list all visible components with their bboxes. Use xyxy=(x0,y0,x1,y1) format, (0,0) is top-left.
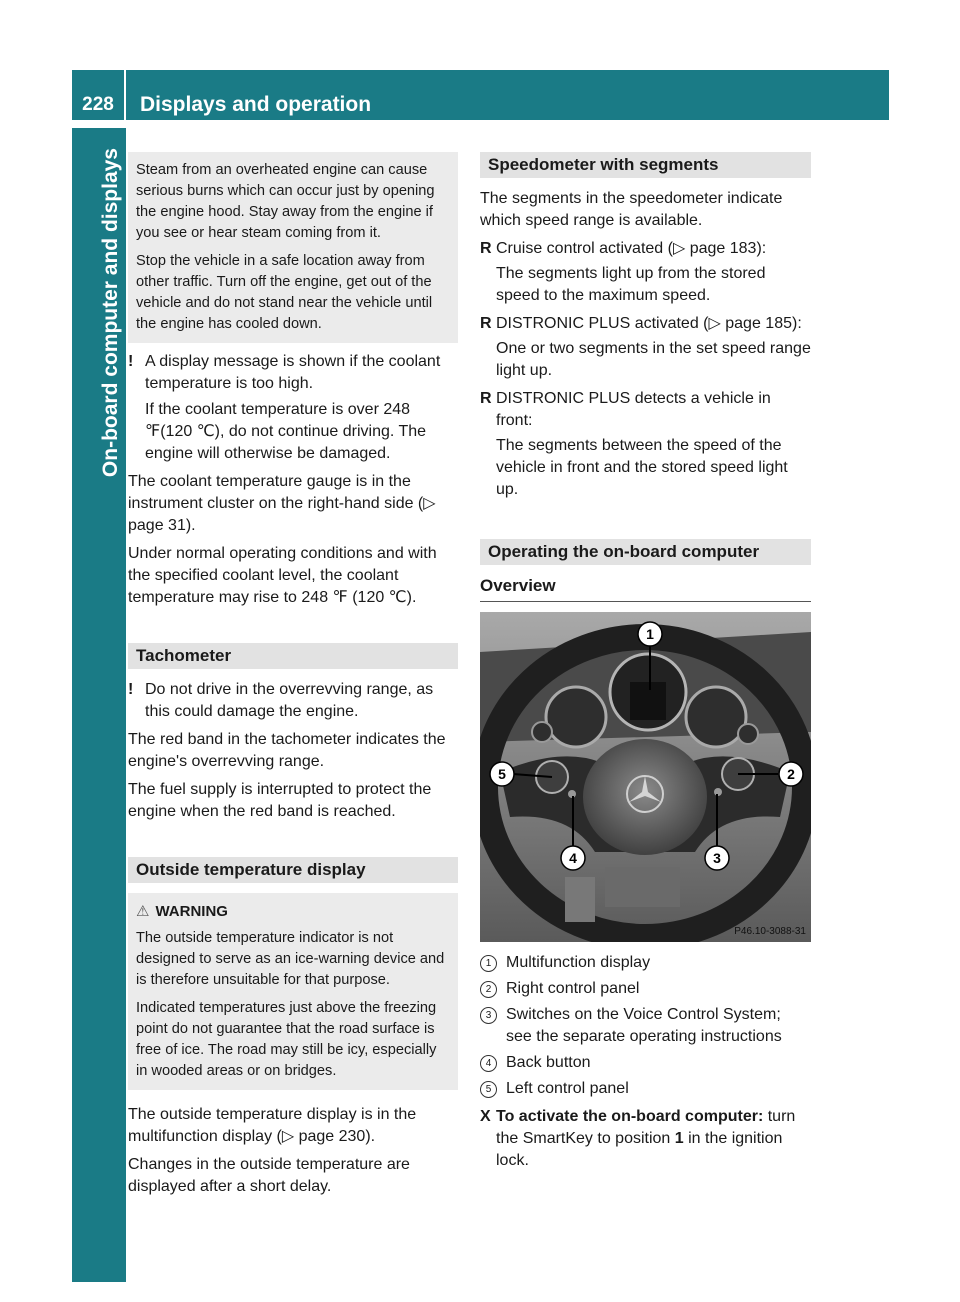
coolant-note xyxy=(128,351,458,465)
list-item: R DISTRONIC PLUS detects a vehicle in front: The segments between the speed of the vehicle in front and the stored speed light up. xyxy=(480,390,788,498)
paragraph: The segments in the speedometer indicate which speed range is available. xyxy=(480,190,783,229)
callout-4 xyxy=(561,846,585,870)
steering-wheel-figure xyxy=(480,612,811,942)
figure-code: P46.10-3088-31 xyxy=(734,926,806,937)
box-paragraph: Steam from an overheated engine can cause serious burns which can occur just by opening the engine hood. Stay away from the engine if you see or hear steam coming from it. xyxy=(136,162,435,241)
note-text: A display message is shown if the coolant temperature is too high. xyxy=(145,353,441,392)
tach-note xyxy=(128,679,458,723)
paragraph: Under normal operating conditions and with the specified coolant level, the coolant temperature may rise to 248 ℉ (120 ℃). xyxy=(128,545,437,606)
note-text: Do not drive in the overrevving range, as this could damage the engine. xyxy=(145,681,434,720)
section-heading-tachometer: Tachometer xyxy=(128,643,458,669)
legend-item: 3 Switches on the Voice Control System; see the separate operating instructions xyxy=(480,1004,811,1048)
action-mark: X xyxy=(480,1108,491,1125)
paragraph: The coolant temperature gauge is in the instrument cluster on the right-hand side (▷ page 31). xyxy=(128,473,436,534)
right-column xyxy=(480,152,811,1172)
paragraph: Changes in the outside temperature are displayed after a short delay. xyxy=(128,1156,410,1195)
svg-text:2: 2 xyxy=(787,766,795,782)
paragraph: The fuel supply is interrupted to protect the engine when the red band is reached. xyxy=(128,781,432,820)
callout-3 xyxy=(705,846,729,870)
svg-text:1: 1 xyxy=(646,626,654,642)
legend-item: 5 Left control panel xyxy=(480,1078,811,1100)
warning-box xyxy=(128,893,458,1090)
section-heading-operating: Operating the on-board computer xyxy=(480,539,811,565)
paragraph: The red band in the tachometer indicates the engine's overrevving range. xyxy=(128,731,446,770)
callout-1 xyxy=(638,622,662,646)
warning-triangle-icon: ⚠ xyxy=(136,903,150,920)
callout-2 xyxy=(779,762,803,786)
subheading-overview: Overview xyxy=(480,575,811,602)
left-column xyxy=(128,152,458,1204)
svg-text:4: 4 xyxy=(569,850,577,866)
note-mark: ! xyxy=(128,681,134,698)
legend-item: 2 Right control panel xyxy=(480,978,811,1000)
page-title: Displays and operation xyxy=(140,93,372,116)
note-text: If the coolant temperature is over 248 ℉(120 ℃), do not continue driving. The engine will otherwise be damaged. xyxy=(145,401,427,462)
warning-text: The outside temperature indicator is not designed to serve as an ice-warning device and is therefore unsuitable for that purpose. xyxy=(136,930,445,988)
section-heading-outside-temp: Outside temperature display xyxy=(128,857,458,883)
legend-item: 1 Multifunction display xyxy=(480,952,811,974)
section-heading-speedometer: Speedometer with segments xyxy=(480,152,811,178)
warning-title: ⚠ WARNING xyxy=(136,903,228,920)
legend-item: 4 Back button xyxy=(480,1052,811,1074)
bullet-list xyxy=(480,238,811,501)
action-step: X To activate the on-board computer: turn the SmartKey to position 1 in the ignition lock. xyxy=(480,1108,796,1169)
side-tab-label: On-board computer and displays xyxy=(99,148,122,478)
list-item: R Cruise control activated (▷ page 183): The segments light up from the stored speed to the maximum speed. xyxy=(480,240,767,304)
note-mark: ! xyxy=(128,353,134,370)
legend-list xyxy=(480,952,811,1100)
steering-wheel-image xyxy=(480,612,811,942)
box-paragraph: Stop the vehicle in a safe location away from other traffic. Turn off the engine, get out of the vehicle and do not stand near the vehicle until the engine has cooled down. xyxy=(136,253,433,332)
callout-5 xyxy=(490,762,514,786)
list-item: R DISTRONIC PLUS activated (▷ page 185): One or two segments in the set speed range light up. xyxy=(480,315,811,379)
warning-text: Indicated temperatures just above the freezing point do not guarantee that the road surface is free of ice. The road may still be icy, especially in wooded areas or on bridges. xyxy=(136,1000,437,1079)
paragraph: The outside temperature display is in the multifunction display (▷ page 230). xyxy=(128,1106,417,1145)
page-number: 228 xyxy=(72,70,126,120)
svg-text:5: 5 xyxy=(498,766,506,782)
steam-warning-box xyxy=(128,152,458,343)
svg-text:3: 3 xyxy=(713,850,721,866)
